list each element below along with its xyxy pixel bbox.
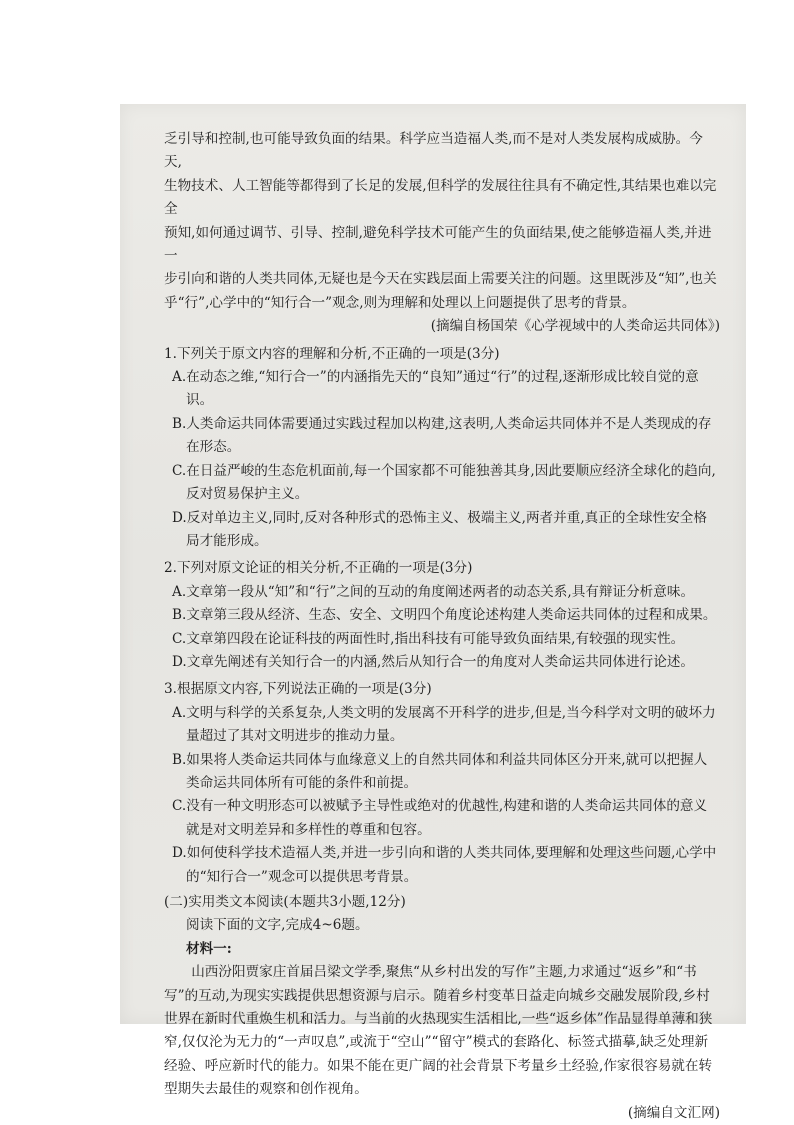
question-2	[164, 557, 720, 674]
exam-page	[164, 128, 720, 1125]
option-b: B.人类命运共同体需要通过实践过程加以构建,这表明,人类命运共同体并不是人类现成的存在形态。	[172, 415, 712, 456]
material-title: 材料一:	[186, 940, 232, 957]
option-a: A.在动态之维,“知行合一”的内涵指先天的“良知”通过“行”的过程,逐渐形成比较自觉的意识。	[172, 369, 699, 409]
option-a: A.文明与科学的关系复杂,人类文明的发展离不开科学的进步,但是,当今科学对文明的破坏力量超过了其对文明进步的推动力量。	[172, 704, 716, 745]
question-stem: 2.下列对原文论证的相关分析,不正确的一项是(3分)	[164, 560, 473, 577]
passage-source: (摘编自杨国荣《心学视域中的人类命运共同体》)	[430, 318, 720, 335]
passage-line: 生物技术、人工智能等都得到了长足的发展,但科学的发展往往具有不确定性,其结果也难以完全	[164, 177, 717, 218]
option-d: D.如何使科学技术造福人类,并进一步引向和谐的人类共同体,要理解和处理这些问题,心学中的“知行合一”观念可以提供思考背景。	[172, 845, 717, 885]
option-a: A.文章第一段从“知”和“行”之间的互动的角度阐述两者的动态关系,具有辩证分析意味。	[172, 583, 695, 600]
material-source: (摘编自文汇网)	[627, 1104, 720, 1121]
section-practical-reading	[164, 891, 720, 1125]
option-c: C.在日益严峻的生态危机面前,每一个国家都不可能独善其身,因此要顺应经济全球化的趋向,反对贸易保护主义。	[172, 462, 716, 503]
question-1	[164, 343, 720, 554]
passage-line: 乎“行”,心学中的“知行合一”观念,则为理解和处理以上问题提供了思考的背景。	[164, 294, 636, 311]
photographed-page	[120, 104, 746, 1121]
section-heading: (二)实用类文本阅读(本题共3小题,12分)	[164, 894, 406, 910]
option-b: B.文章第三段从经济、生态、安全、文明四个角度论述构建人类命运共同体的过程和成果。	[172, 607, 717, 624]
option-c: C.没有一种文明形态可以被赋予主导性或绝对的优越性,构建和谐的人类命运共同体的意义就是对文明差异和多样性的尊重和包容。	[172, 798, 708, 838]
section-instruction: 阅读下面的文字,完成4~6题。	[186, 917, 369, 934]
option-c: C.文章第四段在论证科技的两面性时,指出科技有可能导致负面结果,有较强的现实性。	[172, 630, 685, 647]
option-d: D.反对单边主义,同时,反对各种形式的恐怖主义、极端主义,两者并重,真正的全球性安全格局才能形成。	[172, 509, 707, 549]
passage-line: 预知,如何通过调节、引导、控制,避免科学技术可能产生的负面结果,使之能够造福人类,并进一	[164, 224, 712, 265]
material-body: 山西汾阳贾家庄首届吕梁文学季,聚焦“从乡村出发的写作”主题,力求通过“返乡”和“书写”的互动,为现实实践提供思想资源与启示。随着乡村变革日益走向城乡交融发展阶段,乡村世界在新时代重焕生机和活力。与当前的火热现实生活相比,一些“返乡体”作品显得单薄和狭窄,仅仅沦为无力的“一声叹息”,或流于“空山”“留守”模式的套路化、标签式描摹,缺乏处理新经验、呼应新时代的能力。如果不能在更广阔的社会背景下考量乡土经验,作家很容易就在转型期失去最佳的观察和创作视角。	[164, 964, 713, 1098]
passage-line: 步引向和谐的人类共同体,无疑也是今天在实践层面上需要关注的问题。这里既涉及“知”,也关	[164, 271, 717, 288]
passage-continuation	[164, 128, 720, 339]
question-3	[164, 678, 720, 889]
option-d: D.文章先阐述有关知行合一的内涵,然后从知行合一的角度对人类命运共同体进行论述。	[172, 653, 695, 670]
passage-line: 乏引导和控制,也可能导致负面的结果。科学应当造福人类,而不是对人类发展构成威胁。今天,	[164, 131, 703, 171]
question-stem: 1.下列关于原文内容的理解和分析,不正确的一项是(3分)	[164, 345, 500, 362]
question-stem: 3.根据原文内容,下列说法正确的一项是(3分)	[164, 681, 432, 698]
option-b: B.如果将人类命运共同体与血缘意义上的自然共同体和利益共同体区分开来,就可以把握人类命运共同体所有可能的条件和前提。	[172, 751, 708, 791]
